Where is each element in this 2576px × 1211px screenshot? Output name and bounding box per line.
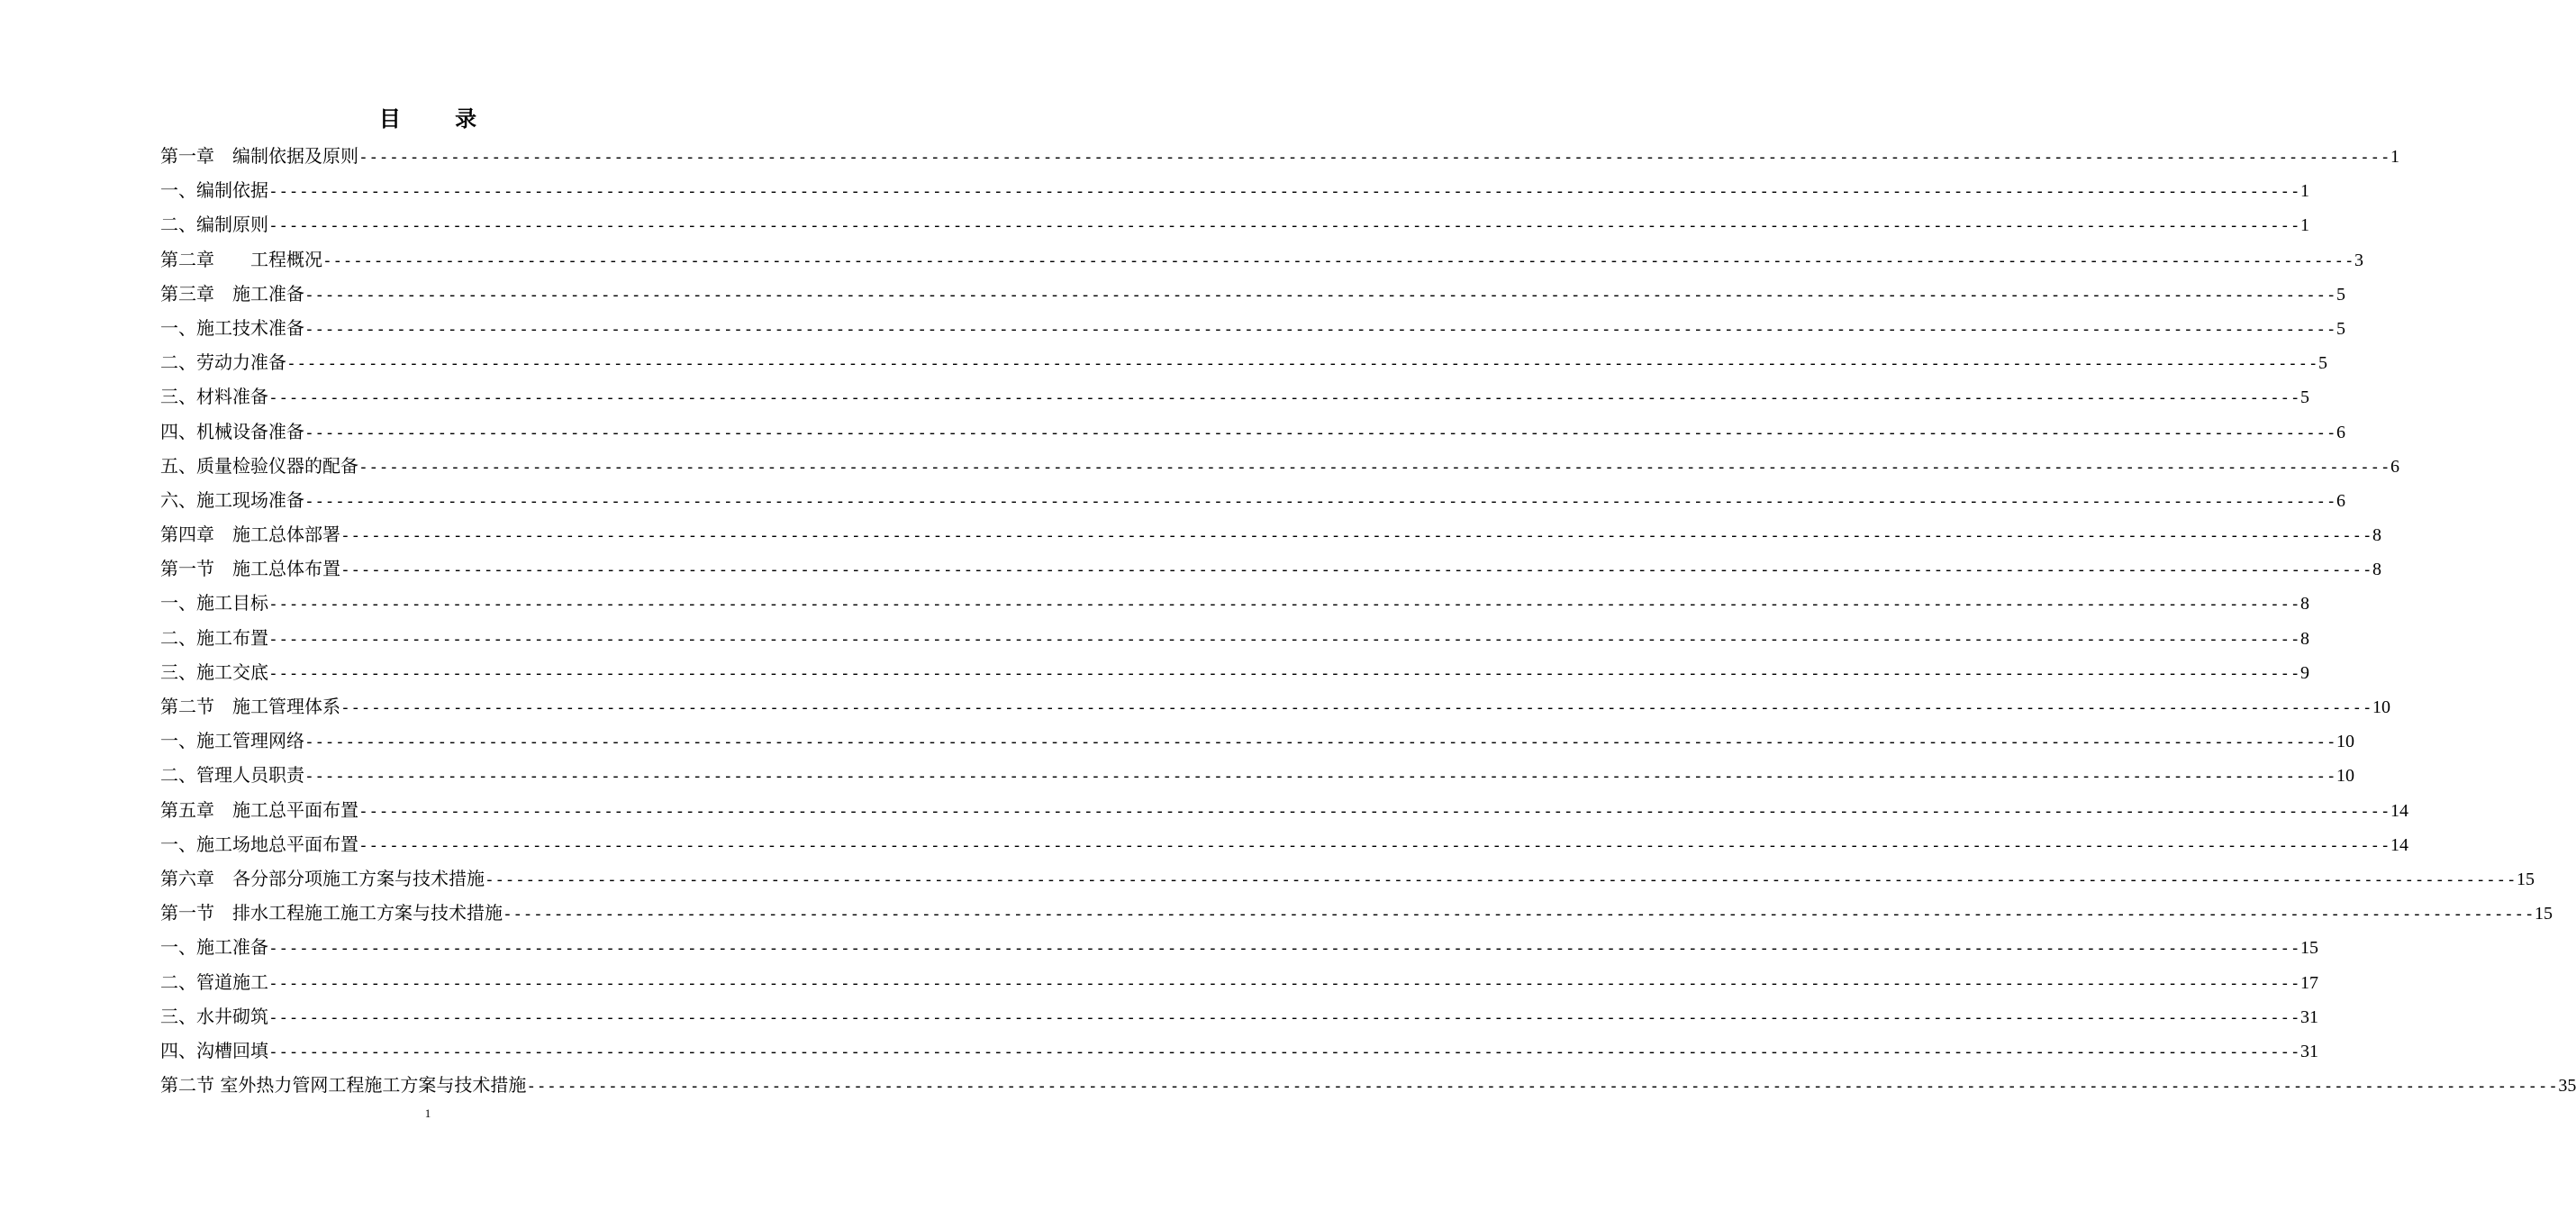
toc-entry-label: 第六章 各分部分项施工方案与技术措施 <box>160 867 485 889</box>
toc-entry-page: 17 <box>2300 972 2319 993</box>
page-number: 1 <box>424 1106 431 1120</box>
toc-entry[interactable] <box>160 483 2346 517</box>
toc-entry-label: 三、材料准备 <box>160 386 268 408</box>
toc-entry-label: 第二节 室外热力管网工程施工方案与技术措施 <box>160 1074 527 1097</box>
toc-leader-dashes: ------------------------------------------------------------------------------------------------------------------------------------------------------------------------------------------------------- <box>286 354 2319 374</box>
toc-entry-label: 一、施工准备 <box>160 936 268 959</box>
toc-entry-label: 四、机械设备准备 <box>160 420 304 442</box>
toc-title: 目 录 <box>378 105 501 132</box>
toc-entry-label: 第一节 施工总体布置 <box>160 558 340 580</box>
toc-leader-dashes: ------------------------------------------------------------------------------------------------------------------------------------------------------------------------------------------------------- <box>268 939 2301 959</box>
toc-entry[interactable] <box>160 311 2346 345</box>
toc-leader-dashes: ------------------------------------------------------------------------------------------------------------------------------------------------------------------------------------------------------- <box>358 457 2391 477</box>
toc-entry-page: 5 <box>2318 353 2328 374</box>
toc-leader-dashes: ------------------------------------------------------------------------------------------------------------------------------------------------------------------------------------------------------- <box>268 388 2301 408</box>
toc-entry-label: 第四章 施工总体部署 <box>160 524 340 546</box>
toc-leader-dashes: ------------------------------------------------------------------------------------------------------------------------------------------------------------------------------------------------------- <box>268 595 2301 615</box>
toc-entry[interactable] <box>160 379 2310 414</box>
toc-entry[interactable] <box>160 724 2355 758</box>
toc-entry-label: 一、施工技术准备 <box>160 316 304 339</box>
toc-entry[interactable] <box>160 689 2391 724</box>
toc-entry-label: 二、管理人员职责 <box>160 764 304 787</box>
toc-leader-dashes: ------------------------------------------------------------------------------------------------------------------------------------------------------------------------------------------------------- <box>304 733 2337 752</box>
toc-entry[interactable] <box>160 861 2535 896</box>
toc-entry-page: 10 <box>2372 697 2391 717</box>
toc-leader-dashes: ------------------------------------------------------------------------------------------------------------------------------------------------------------------------------------------------------- <box>340 560 2373 580</box>
toc-leader-dashes: ------------------------------------------------------------------------------------------------------------------------------------------------------------------------------------------------------- <box>304 491 2337 511</box>
toc-entry[interactable] <box>160 827 2409 861</box>
toc-leader-dashes: ------------------------------------------------------------------------------------------------------------------------------------------------------------------------------------------------------- <box>340 526 2373 546</box>
toc-leader-dashes: ------------------------------------------------------------------------------------------------------------------------------------------------------------------------------------------------------- <box>485 870 2517 889</box>
toc-entry-label: 第二章 工程概况 <box>160 248 322 270</box>
toc-entry[interactable] <box>160 242 2364 277</box>
toc-entry-label: 二、施工布置 <box>160 626 268 649</box>
toc-leader-dashes: ------------------------------------------------------------------------------------------------------------------------------------------------------------------------------------------------------- <box>358 148 2391 167</box>
toc-entry[interactable] <box>160 139 2400 173</box>
toc-entry[interactable] <box>160 758 2355 792</box>
toc-entry[interactable] <box>160 449 2400 483</box>
toc-entry[interactable] <box>160 930 2319 964</box>
toc-entry-label: 四、沟槽回填 <box>160 1039 268 1061</box>
toc-entry-label: 二、管道施工 <box>160 970 268 993</box>
toc-leader-dashes: ------------------------------------------------------------------------------------------------------------------------------------------------------------------------------------------------------- <box>268 182 2301 202</box>
toc-leader-dashes: ------------------------------------------------------------------------------------------------------------------------------------------------------------------------------------------------------- <box>340 698 2373 717</box>
toc-entry[interactable] <box>160 999 2319 1033</box>
toc-list <box>160 139 2576 1102</box>
toc-entry-page: 9 <box>2300 662 2310 683</box>
toc-entry-page: 1 <box>2300 181 2310 202</box>
toc-entry-label: 第五章 施工总平面布置 <box>160 798 358 821</box>
toc-leader-dashes: ------------------------------------------------------------------------------------------------------------------------------------------------------------------------------------------------------- <box>268 629 2301 649</box>
toc-entry-page: 15 <box>2300 938 2319 959</box>
toc-entry-label: 第一节 排水工程施工施工方案与技术措施 <box>160 902 503 924</box>
toc-entry-page: 14 <box>2390 834 2409 855</box>
toc-entry-page: 14 <box>2390 800 2409 821</box>
toc-entry-page: 1 <box>2300 215 2310 236</box>
toc-entry[interactable] <box>160 173 2310 207</box>
toc-entry-page: 8 <box>2372 560 2382 580</box>
toc-entry-label: 第一章 编制依据及原则 <box>160 145 358 167</box>
toc-entry-page: 31 <box>2300 1006 2319 1027</box>
toc-leader-dashes: ------------------------------------------------------------------------------------------------------------------------------------------------------------------------------------------------------- <box>268 973 2301 993</box>
toc-entry-label: 第二节 施工管理体系 <box>160 696 340 717</box>
toc-entry-page: 1 <box>2390 147 2400 167</box>
toc-entry-page: 5 <box>2336 284 2346 305</box>
toc-entry-page: 10 <box>2336 766 2355 787</box>
toc-entry-label: 一、施工目标 <box>160 592 268 615</box>
toc-entry[interactable] <box>160 517 2382 551</box>
toc-entry-page: 5 <box>2336 318 2346 339</box>
toc-leader-dashes: ------------------------------------------------------------------------------------------------------------------------------------------------------------------------------------------------------- <box>304 767 2337 787</box>
toc-leader-dashes: ------------------------------------------------------------------------------------------------------------------------------------------------------------------------------------------------------- <box>268 216 2301 236</box>
toc-leader-dashes: ------------------------------------------------------------------------------------------------------------------------------------------------------------------------------------------------------- <box>304 285 2337 305</box>
toc-entry-label: 一、施工场地总平面布置 <box>160 833 358 855</box>
toc-leader-dashes: ------------------------------------------------------------------------------------------------------------------------------------------------------------------------------------------------------- <box>358 801 2391 821</box>
toc-entry-label: 二、劳动力准备 <box>160 351 286 374</box>
toc-leader-dashes: ------------------------------------------------------------------------------------------------------------------------------------------------------------------------------------------------------- <box>526 1077 2559 1097</box>
toc-entry[interactable] <box>160 1033 2319 1068</box>
toc-entry-page: 15 <box>2517 869 2535 889</box>
toc-entry-page: 8 <box>2300 594 2310 615</box>
toc-entry-label: 六、施工现场准备 <box>160 488 304 511</box>
toc-entry[interactable] <box>160 896 2553 930</box>
toc-entry[interactable] <box>160 345 2328 379</box>
toc-entry[interactable] <box>160 965 2319 999</box>
toc-entry[interactable] <box>160 586 2310 620</box>
toc-entry[interactable] <box>160 793 2409 827</box>
toc-entry[interactable] <box>160 414 2346 449</box>
toc-entry-page: 8 <box>2372 525 2382 546</box>
toc-entry-page: 35 <box>2558 1076 2576 1097</box>
toc-entry[interactable] <box>160 277 2346 311</box>
toc-entry[interactable] <box>160 621 2310 655</box>
toc-leader-dashes: ------------------------------------------------------------------------------------------------------------------------------------------------------------------------------------------------------- <box>268 1042 2301 1061</box>
toc-leader-dashes: ------------------------------------------------------------------------------------------------------------------------------------------------------------------------------------------------------- <box>304 423 2337 442</box>
toc-entry-label: 五、质量检验仪器的配备 <box>160 454 358 477</box>
toc-entry-page: 10 <box>2336 732 2355 752</box>
toc-entry-label: 三、施工交底 <box>160 660 268 683</box>
toc-entry-page: 8 <box>2300 628 2310 649</box>
toc-entry-label: 一、施工管理网络 <box>160 730 304 752</box>
toc-leader-dashes: ------------------------------------------------------------------------------------------------------------------------------------------------------------------------------------------------------- <box>268 663 2301 683</box>
toc-entry[interactable] <box>160 1068 2576 1102</box>
toc-leader-dashes: ------------------------------------------------------------------------------------------------------------------------------------------------------------------------------------------------------- <box>304 319 2337 339</box>
toc-leader-dashes: ------------------------------------------------------------------------------------------------------------------------------------------------------------------------------------------------------- <box>268 1007 2301 1027</box>
toc-entry-page: 6 <box>2336 490 2346 511</box>
toc-entry-label: 三、水井砌筑 <box>160 1005 268 1027</box>
toc-entry-label: 一、编制依据 <box>160 179 268 202</box>
toc-entry[interactable] <box>160 551 2382 586</box>
toc-entry-page: 3 <box>2354 250 2364 270</box>
toc-leader-dashes: ------------------------------------------------------------------------------------------------------------------------------------------------------------------------------------------------------- <box>358 835 2391 855</box>
toc-entry-page: 31 <box>2300 1041 2319 1061</box>
toc-entry[interactable] <box>160 655 2310 689</box>
toc-entry-page: 6 <box>2390 456 2400 477</box>
toc-leader-dashes: ------------------------------------------------------------------------------------------------------------------------------------------------------------------------------------------------------- <box>503 905 2535 924</box>
toc-entry-label: 二、编制原则 <box>160 214 268 236</box>
toc-entry-page: 15 <box>2535 904 2553 924</box>
toc-leader-dashes: ------------------------------------------------------------------------------------------------------------------------------------------------------------------------------------------------------- <box>322 250 2355 270</box>
toc-entry-page: 6 <box>2336 422 2346 442</box>
toc-entry-page: 5 <box>2300 387 2310 408</box>
toc-entry-label: 第三章 施工准备 <box>160 282 304 305</box>
toc-entry[interactable] <box>160 207 2310 241</box>
